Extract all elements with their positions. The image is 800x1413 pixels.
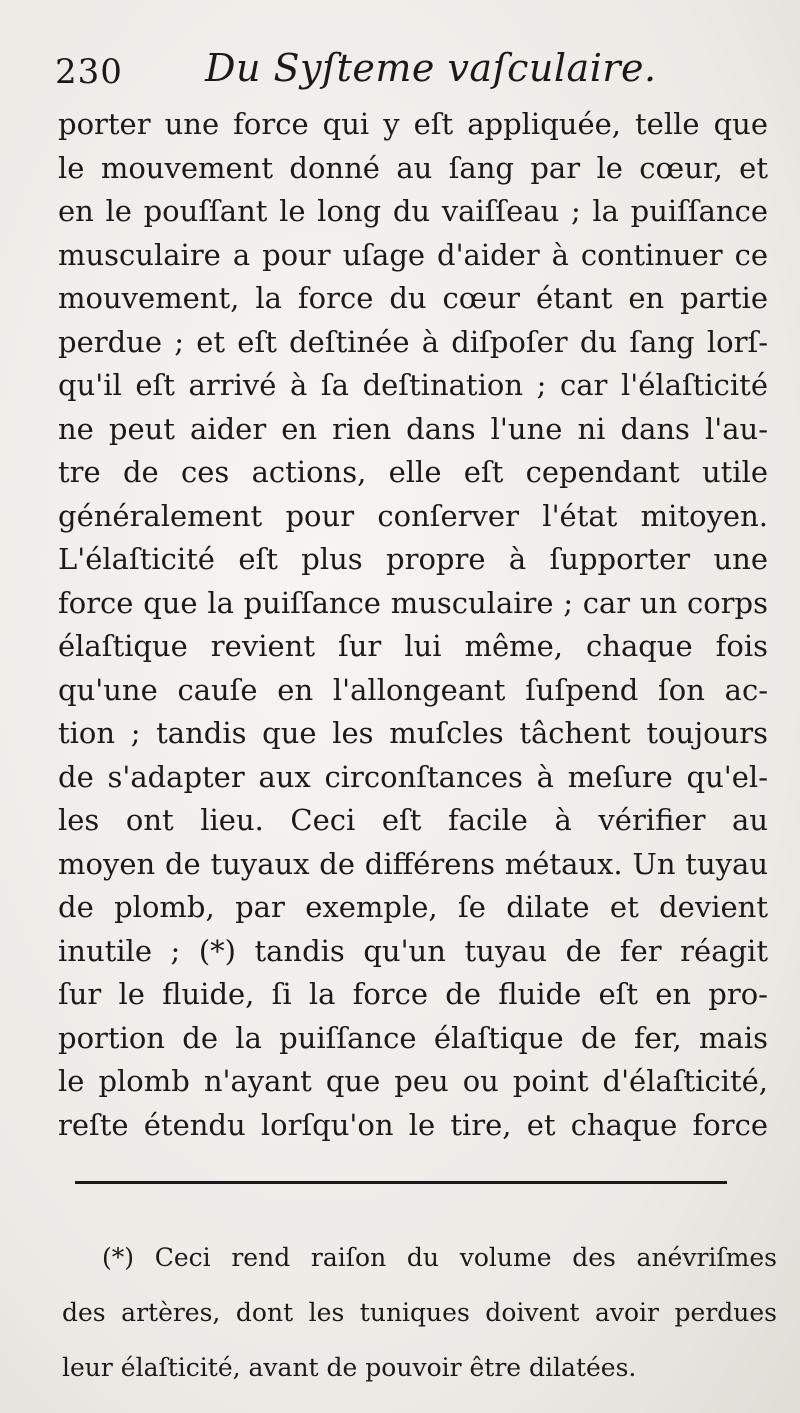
text-line: tre de ces actions, elle eſt cependant utile <box>58 455 768 489</box>
text-line: force que la puiſſance musculaire ; car un corps <box>58 585 768 620</box>
text-line: mouvement, la force du cœur étant en partie <box>58 281 768 315</box>
text-line: ſur le fluide, ſi la force de fluide eſt en pro- <box>58 977 768 1011</box>
text-line: musculaire a pour uſage d'aider à continuer ce <box>58 237 768 272</box>
text-line: L'élaſticité eſt plus propre à ſupporter une <box>58 542 768 576</box>
footnote-line: (*) Ceci rend raiſon du volume des anévriſmes <box>102 1243 777 1272</box>
text-line: qu'il eſt arrivé à ſa deſtination ; car l'élaſticité <box>58 368 768 402</box>
text-line: qu'une cauſe en l'allongeant ſuſpend ſon ac- <box>58 672 768 707</box>
text-line: perdue ; et eſt deſtinée à diſpoſer du ſang lorſ- <box>58 324 768 359</box>
text-line: de plomb, par exemple, ſe dilate et devient <box>58 890 768 924</box>
running-title: Du Syſteme vaſculaire. <box>205 46 657 90</box>
text-line: inutile ; (*) tandis qu'un tuyau de fer réagit <box>58 933 768 968</box>
footnote <box>62 1230 777 1395</box>
text-line: moyen de tuyaux de différens métaux. Un tuyau <box>58 846 768 881</box>
text-line: reſte étendu lorſqu'on le tire, et chaque force <box>58 1107 768 1142</box>
page-header <box>55 40 755 100</box>
text-line: ne peut aider en rien dans l'une ni dans l'au- <box>58 411 768 446</box>
text-line: tion ; tandis que les muſcles tâchent toujours <box>58 716 768 750</box>
text-line: en le pouſſant le long du vaiſſeau ; la puiſſance <box>58 194 768 228</box>
footnote-line: des artères, dont les tuniques doivent avoir perdues <box>62 1298 777 1327</box>
text-line: le plomb n'ayant que peu ou point d'élaſticité, <box>58 1064 768 1098</box>
text-line: porter une force qui y eſt appliquée, telle que <box>58 107 768 141</box>
page-number: 230 <box>55 52 123 92</box>
text-line: de s'adapter aux circonſtances à meſure qu'el- <box>58 759 768 794</box>
body-text <box>58 103 768 1147</box>
footnote-separator-rule <box>75 1181 727 1184</box>
text-line: les ont lieu. Ceci eſt facile à vérifier au <box>58 803 768 837</box>
text-line: généralement pour conſerver l'état mitoyen. <box>58 498 768 533</box>
text-line: portion de la puiſſance élaſtique de fer, mais <box>58 1020 768 1055</box>
text-line: élaſtique revient ſur lui même, chaque fois <box>58 629 768 663</box>
text-line: le mouvement donné au ſang par le cœur, et <box>58 150 768 185</box>
footnote-line: leur élaſticité, avant de pouvoir être dilatées. <box>62 1353 637 1382</box>
